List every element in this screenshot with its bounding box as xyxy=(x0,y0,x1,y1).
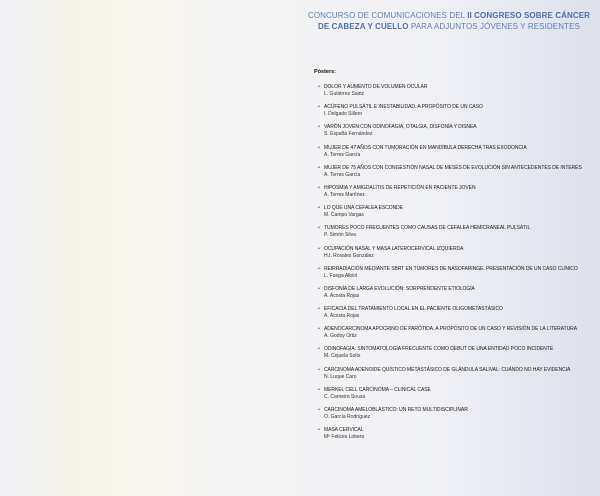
bullet-icon: • xyxy=(318,205,320,212)
poster-item xyxy=(318,225,588,239)
poster-author: A. Acosta Rojas xyxy=(324,292,360,299)
poster-author: A. Godoy Ortiz xyxy=(324,333,357,340)
poster-author: A. Torres García xyxy=(324,171,361,178)
poster-author: N. Luque Caro xyxy=(324,373,357,380)
poster-title: DISFONÍA DE LARGA EVOLUCIÓN: SORPRENDENTE ETIOLOGÍA xyxy=(324,285,475,292)
poster-title: MUJER DE 75 AÑOS CON CONGESTIÓN NASAL DE MESES DE EVOLUCIÓN SIN ANTECEDENTES DE INTERÉS xyxy=(324,164,582,171)
poster-item xyxy=(318,185,588,199)
poster-item xyxy=(318,266,588,280)
poster-title: LO QUE UNA CEFALEA ESCONDE xyxy=(324,205,404,212)
bullet-icon: • xyxy=(318,225,320,232)
poster-item xyxy=(318,427,588,441)
poster-item xyxy=(318,124,588,138)
poster-item xyxy=(318,246,588,260)
poster-title: DOLOR Y AUMENTO DE VOLUMEN OCULAR xyxy=(324,84,428,90)
poster-author: S. España Fernández xyxy=(324,131,373,138)
poster-title: HIPOSMIA Y AMIGDALITIS DE REPETICIÓN EN PACIENTE JOVEN xyxy=(324,184,476,191)
poster-list xyxy=(318,84,588,447)
poster-author: M. Campo Vargas xyxy=(324,212,364,219)
bullet-icon: • xyxy=(318,104,320,111)
poster-title: MERKEL CELL CARCINOMA – CLINICAL CASE xyxy=(324,386,431,393)
poster-author: A. Acosta Rojas xyxy=(324,313,360,320)
poster-title: MUJER DE 47 AÑOS CON TUMORACIÓN EN MANDÍBULA DERECHA TRAS EXODONCIA xyxy=(324,144,527,151)
bullet-icon: • xyxy=(318,124,320,131)
poster-title: ODINOFAGIA: SINTOMATOLOGÍA FRECUENTE COMO DEBUT DE UNA ENTIDAD POCO INCIDENTE xyxy=(324,346,554,353)
bullet-icon: • xyxy=(318,346,320,353)
page-header xyxy=(304,10,594,32)
bullet-icon: • xyxy=(318,285,320,292)
bullet-icon: • xyxy=(318,427,320,434)
bullet-icon: • xyxy=(318,306,320,313)
header-line1-highlight: II CONGRESO SOBRE CÁNCER xyxy=(467,11,591,20)
bullet-icon: • xyxy=(318,407,320,413)
poster-author: O. García Rodríguez xyxy=(324,414,371,420)
bullet-icon: • xyxy=(318,164,320,171)
poster-item xyxy=(318,387,588,401)
bullet-icon: • xyxy=(318,245,320,252)
bullet-icon: • xyxy=(318,144,320,151)
bullet-icon: • xyxy=(318,84,320,90)
poster-title: CARCINOMA AMELOBLÁSTICO: UN RETO MULTIDISCIPLINAR xyxy=(324,407,468,413)
poster-title: MASA CERVICAL xyxy=(324,427,364,434)
poster-title: ACÚFENO PULSÁTIL E INESTABILIDAD. A PROPÓSITO DE UN CASO xyxy=(324,104,483,111)
header-line1-pre: CONCURSO DE COMUNICACIONES DEL xyxy=(307,11,468,20)
poster-item xyxy=(318,104,588,118)
bullet-icon: • xyxy=(318,386,320,393)
poster-item xyxy=(318,84,588,98)
poster-title: ADENOCARCINOMA APOCRINO DE PARÓTIDA. A PROPÓSITO DE UN CASO Y REVISIÓN DE LA LITERATURA xyxy=(324,326,578,333)
poster-author: L. Gutiérrez Sainz xyxy=(324,91,365,97)
poster-author: H.I. Rosales González xyxy=(324,252,374,259)
poster-item xyxy=(318,407,588,421)
poster-item xyxy=(318,145,588,159)
poster-title: CARCINOMA ADENOIDE QUÍSTICO METASTÁSICO DE GLÁNDULA SALIVAL: CUÁNDO NO HAY EVIDENCIA xyxy=(324,366,571,373)
poster-title: EFICACIA DEL TRATAMIENTO LOCAL EN EL PACIENTE OLIGOMETASTÁSICO xyxy=(324,306,503,313)
poster-author: L. Fuega Albiol xyxy=(324,272,358,279)
poster-item xyxy=(318,286,588,300)
header-line2-highlight: DE CABEZA Y CUELLO xyxy=(318,22,409,31)
poster-title: OCUPACIÓN NASAL Y MASA LATEROCERVICAL IZQUIERDA xyxy=(324,245,464,252)
bullet-icon: • xyxy=(318,184,320,191)
posters-heading: Pósters: xyxy=(314,69,337,75)
poster-title: VARÓN JOVEN CON ODINOFAGIA, OTALGIA, DISFONÍA Y DISNEA xyxy=(324,124,477,131)
bullet-icon: • xyxy=(318,265,320,272)
bullet-icon: • xyxy=(318,366,320,373)
poster-author: Mª Felices Lobera xyxy=(324,434,365,441)
poster-author: P. Simón Silva xyxy=(324,232,356,239)
poster-author: I. Delgado Sillero xyxy=(324,111,363,118)
bullet-icon: • xyxy=(318,326,320,333)
poster-item xyxy=(318,205,588,219)
poster-item xyxy=(318,326,588,340)
poster-title: TUMORES POCO FRECUENTES COMO CAUSAS DE CEFALEA HEMICRANEAL PULSÁTIL xyxy=(324,225,531,232)
poster-author: A. Torres Martínez xyxy=(324,191,365,198)
document-page xyxy=(304,0,600,496)
poster-item xyxy=(318,165,588,179)
poster-title: REIRRADIACIÓN MEDIANTE SBRT EN TUMORES DE NASOFARINGE. PRESENTACIÓN DE UN CASO CLÍNICO xyxy=(324,265,578,272)
poster-author: C. Carneiro Sousa xyxy=(324,393,366,400)
header-line2-post: PARA ADJUNTOS JÓVENES Y RESIDENTES xyxy=(408,22,580,31)
poster-author: A. Torres García xyxy=(324,151,361,158)
poster-author: M. Cejuela Solís xyxy=(324,353,361,360)
poster-item xyxy=(318,346,588,360)
poster-item xyxy=(318,367,588,381)
poster-item xyxy=(318,306,588,320)
